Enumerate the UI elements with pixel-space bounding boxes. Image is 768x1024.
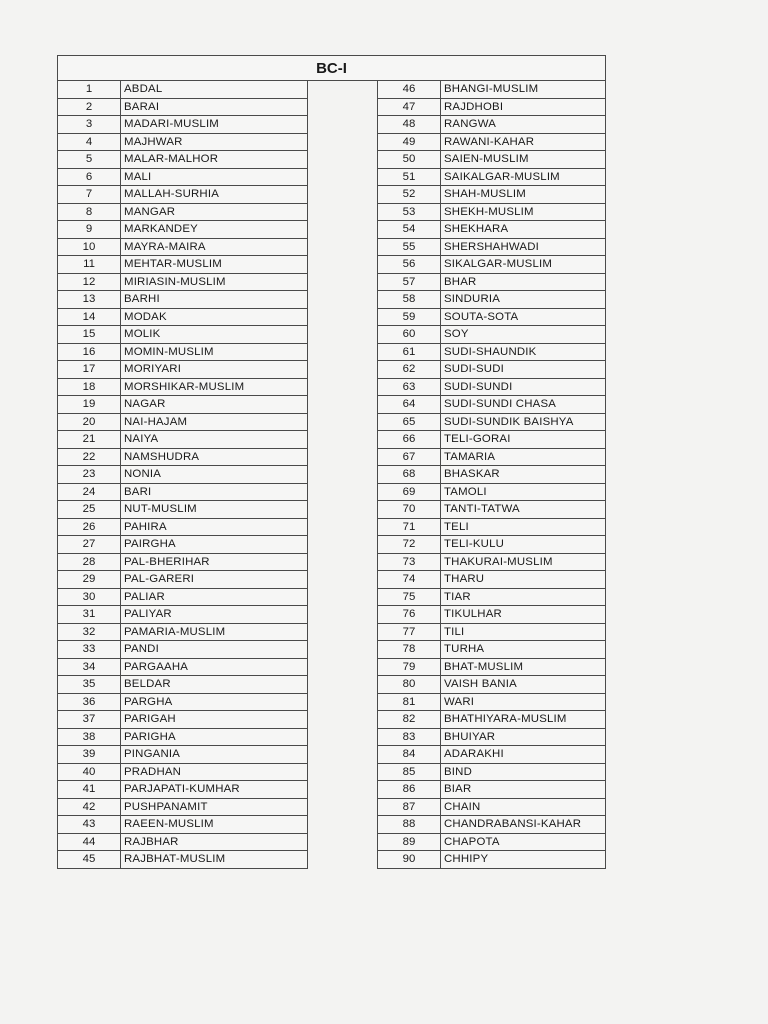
serial-number: 51 [378,168,441,186]
table-row [378,256,606,274]
serial-number: 7 [58,186,121,204]
table-row [58,273,308,291]
serial-number: 59 [378,308,441,326]
serial-number: 36 [58,693,121,711]
caste-name: WARI [441,693,606,711]
caste-name: TILI [441,623,606,641]
caste-name: BHAT-MUSLIM [441,658,606,676]
table-row [58,781,308,799]
caste-name: TELI-GORAI [441,431,606,449]
serial-number: 54 [378,221,441,239]
serial-number: 62 [378,361,441,379]
serial-number: 28 [58,553,121,571]
serial-number: 67 [378,448,441,466]
caste-name: TANTI-TATWA [441,501,606,519]
table-row [378,151,606,169]
serial-number: 34 [58,658,121,676]
caste-name: PAHIRA [121,518,308,536]
caste-name: ADARAKHI [441,746,606,764]
table-row [378,798,606,816]
caste-name: PALIYAR [121,606,308,624]
caste-name: CHAPOTA [441,833,606,851]
caste-name: SHAH-MUSLIM [441,186,606,204]
caste-name: VAISH BANIA [441,676,606,694]
caste-name: BIND [441,763,606,781]
caste-name: SUDI-SUNDI [441,378,606,396]
table-row [378,763,606,781]
document-title: BC-I [57,55,606,80]
serial-number: 35 [58,676,121,694]
serial-number: 3 [58,116,121,134]
caste-name: SHERSHAHWADI [441,238,606,256]
caste-name: RAWANI-KAHAR [441,133,606,151]
serial-number: 61 [378,343,441,361]
caste-name: NUT-MUSLIM [121,501,308,519]
serial-number: 27 [58,536,121,554]
table-row [378,168,606,186]
table-row [58,413,308,431]
caste-name: NAI-HAJAM [121,413,308,431]
serial-number: 87 [378,798,441,816]
caste-name: CHHIPY [441,851,606,869]
table-row [378,238,606,256]
serial-number: 52 [378,186,441,204]
caste-name: MORSHIKAR-MUSLIM [121,378,308,396]
caste-name: BARI [121,483,308,501]
table-row [58,623,308,641]
table-row [378,728,606,746]
table-row [378,116,606,134]
caste-name: PAL-GARERI [121,571,308,589]
table-row [58,116,308,134]
caste-name: PARJAPATI-KUMHAR [121,781,308,799]
serial-number: 89 [378,833,441,851]
serial-number: 24 [58,483,121,501]
serial-number: 70 [378,501,441,519]
serial-number: 49 [378,133,441,151]
serial-number: 86 [378,781,441,799]
table-row [58,448,308,466]
serial-number: 57 [378,273,441,291]
caste-name: TAMARIA [441,448,606,466]
caste-name: SOY [441,326,606,344]
title-rule [308,80,377,81]
caste-name: NAGAR [121,396,308,414]
table-row [378,308,606,326]
serial-number: 14 [58,308,121,326]
table-row [58,588,308,606]
table-row [58,746,308,764]
table-row [378,291,606,309]
table-row [58,483,308,501]
serial-number: 47 [378,98,441,116]
caste-name: PARGAAHA [121,658,308,676]
serial-number: 8 [58,203,121,221]
table-row [58,238,308,256]
table-row [378,273,606,291]
serial-number: 23 [58,466,121,484]
serial-number: 88 [378,816,441,834]
caste-name: SUDI-SUNDI CHASA [441,396,606,414]
caste-name: NONIA [121,466,308,484]
serial-number: 29 [58,571,121,589]
caste-name: SINDURIA [441,291,606,309]
serial-number: 13 [58,291,121,309]
caste-name: THAKURAI-MUSLIM [441,553,606,571]
table-row [58,291,308,309]
serial-number: 69 [378,483,441,501]
table-row [378,466,606,484]
table-row [378,343,606,361]
serial-number: 42 [58,798,121,816]
serial-number: 45 [58,851,121,869]
table-row [58,308,308,326]
caste-name: MADARI-MUSLIM [121,116,308,134]
serial-number: 2 [58,98,121,116]
caste-name: RAJBHAT-MUSLIM [121,851,308,869]
serial-number: 77 [378,623,441,641]
caste-name: TURHA [441,641,606,659]
table-row [378,326,606,344]
caste-name: RANGWA [441,116,606,134]
caste-name: MANGAR [121,203,308,221]
serial-number: 16 [58,343,121,361]
serial-number: 30 [58,588,121,606]
serial-number: 64 [378,396,441,414]
table-row [378,221,606,239]
caste-name: MALI [121,168,308,186]
table-row [378,606,606,624]
serial-number: 31 [58,606,121,624]
caste-name: SAIKALGAR-MUSLIM [441,168,606,186]
serial-number: 26 [58,518,121,536]
caste-name: NAMSHUDRA [121,448,308,466]
table-row [58,518,308,536]
table-row [378,186,606,204]
serial-number: 12 [58,273,121,291]
caste-name: SHEKHARA [441,221,606,239]
table-row [378,203,606,221]
serial-number: 66 [378,431,441,449]
serial-number: 21 [58,431,121,449]
table-row [58,396,308,414]
caste-name: RAJDHOBI [441,98,606,116]
table-row [378,448,606,466]
caste-name: SHEKH-MUSLIM [441,203,606,221]
serial-number: 73 [378,553,441,571]
table-row [58,256,308,274]
serial-number: 56 [378,256,441,274]
table-row [58,693,308,711]
table-row [58,606,308,624]
caste-name: PAIRGHA [121,536,308,554]
serial-number: 82 [378,711,441,729]
caste-name: BHASKAR [441,466,606,484]
table-row [378,588,606,606]
caste-name: SAIEN-MUSLIM [441,151,606,169]
caste-name: BHUIYAR [441,728,606,746]
table-row [378,81,606,99]
serial-number: 25 [58,501,121,519]
table-row [58,536,308,554]
serial-number: 17 [58,361,121,379]
caste-name: BARAI [121,98,308,116]
caste-name: PAL-BHERIHAR [121,553,308,571]
caste-name: MAYRA-MAIRA [121,238,308,256]
caste-name: MOLIK [121,326,308,344]
table-row [378,133,606,151]
serial-number: 53 [378,203,441,221]
table-row [58,816,308,834]
serial-number: 20 [58,413,121,431]
serial-number: 80 [378,676,441,694]
table-row [378,518,606,536]
caste-name: BELDAR [121,676,308,694]
serial-number: 63 [378,378,441,396]
table-row [58,763,308,781]
serial-number: 19 [58,396,121,414]
caste-name: BARHI [121,291,308,309]
table-row [378,711,606,729]
table-row [378,851,606,869]
caste-name: TAMOLI [441,483,606,501]
serial-number: 39 [58,746,121,764]
serial-number: 90 [378,851,441,869]
serial-number: 40 [58,763,121,781]
caste-name: MOMIN-MUSLIM [121,343,308,361]
caste-name: PARIGAH [121,711,308,729]
table-row [378,571,606,589]
serial-number: 60 [378,326,441,344]
serial-number: 11 [58,256,121,274]
table-row [58,676,308,694]
table-row [378,676,606,694]
serial-number: 18 [58,378,121,396]
table-row [378,553,606,571]
caste-name: THARU [441,571,606,589]
table-row [58,431,308,449]
serial-number: 79 [378,658,441,676]
serial-number: 78 [378,641,441,659]
serial-number: 37 [58,711,121,729]
serial-number: 9 [58,221,121,239]
caste-name: RAJBHAR [121,833,308,851]
serial-number: 85 [378,763,441,781]
table-row [378,431,606,449]
caste-name: ABDAL [121,81,308,99]
caste-name: PARIGHA [121,728,308,746]
table-row [58,833,308,851]
caste-name: TELI [441,518,606,536]
table-row [378,501,606,519]
caste-name: MALLAH-SURHIA [121,186,308,204]
caste-name: TELI-KULU [441,536,606,554]
table-row [58,151,308,169]
caste-name: RAEEN-MUSLIM [121,816,308,834]
caste-name: SUDI-SUNDIK BAISHYA [441,413,606,431]
table-row [378,361,606,379]
serial-number: 1 [58,81,121,99]
serial-number: 41 [58,781,121,799]
table-row [378,536,606,554]
caste-name: MAJHWAR [121,133,308,151]
caste-name: MALAR-MALHOR [121,151,308,169]
caste-name: CHANDRABANSI-KAHAR [441,816,606,834]
serial-number: 83 [378,728,441,746]
serial-number: 72 [378,536,441,554]
caste-name: BHAR [441,273,606,291]
table-row [58,81,308,99]
caste-name: MEHTAR-MUSLIM [121,256,308,274]
caste-name: PUSHPANAMIT [121,798,308,816]
left-column-table [57,80,308,869]
serial-number: 84 [378,746,441,764]
caste-name: MARKANDEY [121,221,308,239]
caste-name: PINGANIA [121,746,308,764]
serial-number: 33 [58,641,121,659]
serial-number: 6 [58,168,121,186]
caste-name: SOUTA-SOTA [441,308,606,326]
table-row [58,571,308,589]
serial-number: 81 [378,693,441,711]
right-column-table [377,80,606,869]
table-row [58,343,308,361]
serial-number: 10 [58,238,121,256]
caste-name: BIAR [441,781,606,799]
table-row [378,833,606,851]
caste-name: PAMARIA-MUSLIM [121,623,308,641]
serial-number: 76 [378,606,441,624]
caste-name: TIAR [441,588,606,606]
caste-name: MIRIASIN-MUSLIM [121,273,308,291]
table-row [58,798,308,816]
table-row [378,693,606,711]
serial-number: 58 [378,291,441,309]
caste-name: BHANGI-MUSLIM [441,81,606,99]
serial-number: 5 [58,151,121,169]
table-row [58,658,308,676]
caste-name: NAIYA [121,431,308,449]
table-row [378,623,606,641]
table-row [58,501,308,519]
serial-number: 4 [58,133,121,151]
table-row [378,781,606,799]
serial-number: 55 [378,238,441,256]
table-row [378,98,606,116]
caste-name: PALIAR [121,588,308,606]
caste-name: MODAK [121,308,308,326]
table-row [58,728,308,746]
table-row [58,98,308,116]
table-row [378,641,606,659]
table-row [58,851,308,869]
serial-number: 32 [58,623,121,641]
table-row [58,711,308,729]
table-row [58,221,308,239]
table-row [378,483,606,501]
table-row [378,396,606,414]
serial-number: 75 [378,588,441,606]
caste-name: PRADHAN [121,763,308,781]
caste-name: SUDI-SHAUNDIK [441,343,606,361]
table-row [58,361,308,379]
table-row [58,378,308,396]
serial-number: 71 [378,518,441,536]
caste-name: MORIYARI [121,361,308,379]
caste-name: SIKALGAR-MUSLIM [441,256,606,274]
table-row [378,816,606,834]
table-row [58,203,308,221]
serial-number: 50 [378,151,441,169]
serial-number: 48 [378,116,441,134]
serial-number: 74 [378,571,441,589]
bc-list-sheet [57,55,606,873]
serial-number: 44 [58,833,121,851]
table-row [378,378,606,396]
table-row [58,326,308,344]
table-row [58,133,308,151]
table-row [58,641,308,659]
table-row [58,553,308,571]
table-row [378,658,606,676]
serial-number: 68 [378,466,441,484]
table-row [378,413,606,431]
table-row [58,466,308,484]
caste-name: TIKULHAR [441,606,606,624]
serial-number: 15 [58,326,121,344]
caste-name: BHATHIYARA-MUSLIM [441,711,606,729]
serial-number: 46 [378,81,441,99]
caste-name: CHAIN [441,798,606,816]
caste-name: SUDI-SUDI [441,361,606,379]
caste-name: PANDI [121,641,308,659]
serial-number: 22 [58,448,121,466]
serial-number: 43 [58,816,121,834]
serial-number: 65 [378,413,441,431]
caste-name: PARGHA [121,693,308,711]
serial-number: 38 [58,728,121,746]
table-row [58,186,308,204]
table-row [58,168,308,186]
table-row [378,746,606,764]
